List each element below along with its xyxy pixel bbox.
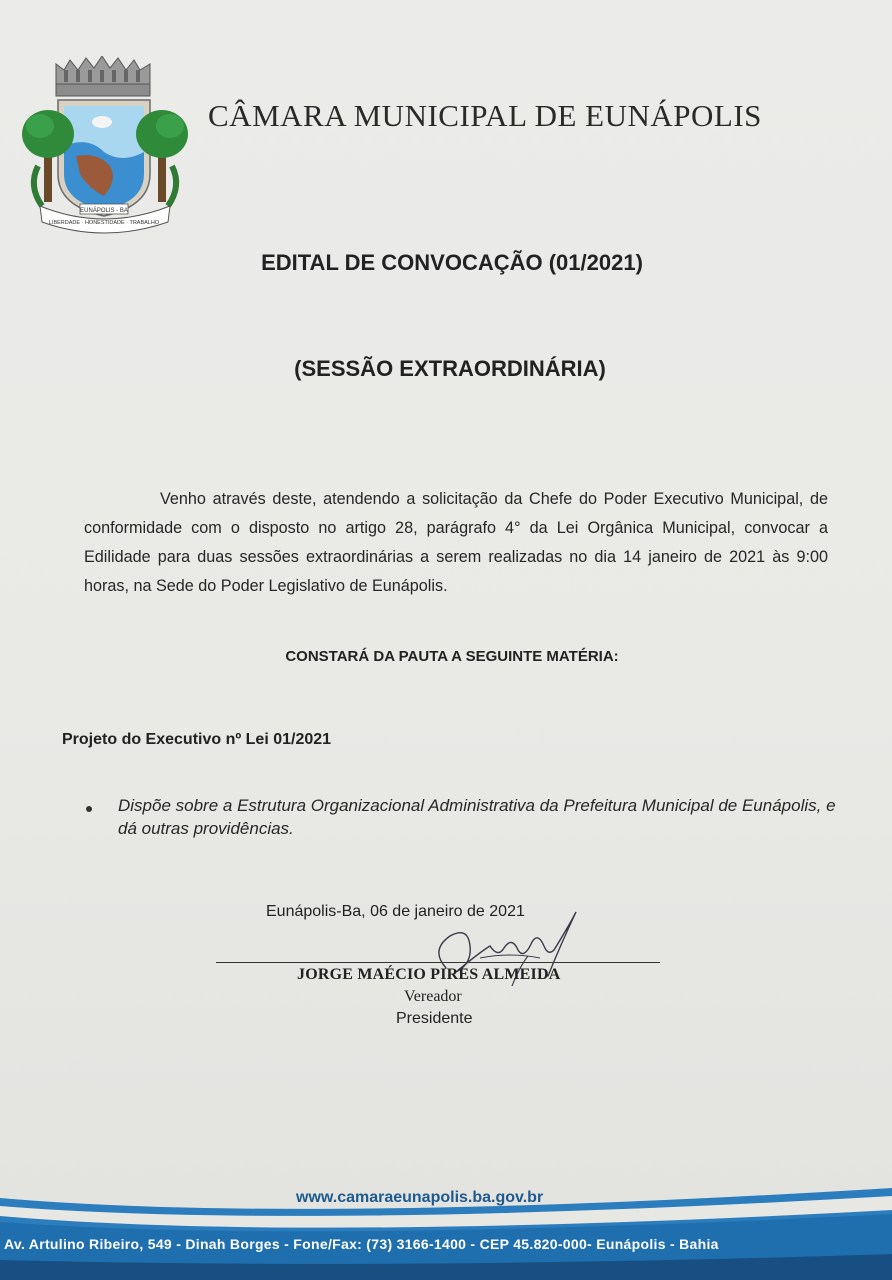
footer-band <box>0 1170 892 1280</box>
agenda-item-text: Dispõe sobre a Estrutura Organizacional Administrativa da Prefeitura Municipal de Eunápolis, e dá outras providências. <box>118 796 836 838</box>
convocation-paragraph: Venho através deste, atendendo a solicitação da Chefe do Poder Executivo Municipal, de conformidade com o disposto no artigo 28, parágrafo 4° da Lei Orgânica Municipal, convocar a Edilidade para duas sessões extraordinárias a serem realizadas no dia 14 janeiro de 2021 às 9:00 horas, na Sede do Poder Legislativo de Eunápolis. <box>84 490 828 595</box>
date-line: Eunápolis-Ba, 06 de janeiro de 2021 <box>266 903 525 920</box>
document-title: EDITAL DE CONVOCAÇÃO (01/2021) <box>261 250 643 275</box>
bullet-icon <box>86 806 92 812</box>
chamber-name: CÂMARA MUNICIPAL DE EUNÁPOLIS <box>208 98 762 133</box>
signer-name: JORGE MAÉCIO PIRES ALMEIDA <box>297 966 561 983</box>
logo-ribbon-text: EUNÁPOLIS - BA <box>80 208 128 214</box>
signer-title: Presidente <box>396 1010 473 1027</box>
agenda-heading: CONSTARÁ DA PAUTA A SEGUINTE MATÉRIA: <box>285 648 619 665</box>
signer-role: Vereador <box>404 988 462 1005</box>
footer-address: Av. Artulino Ribeiro, 549 - Dinah Borges - Fone/Fax: (73) 3166-1400 - CEP 45.820-000- Eunápolis - Bahia <box>4 1236 719 1252</box>
project-title: Projeto do Executivo nº Lei 01/2021 <box>62 731 332 748</box>
municipal-coat-of-arms-icon <box>18 56 192 242</box>
convocation-body <box>84 485 828 601</box>
footer-website-link[interactable]: www.camaraeunapolis.ba.gov.br <box>296 1189 544 1206</box>
logo-motto: LIBERDADE · HONESTIDADE · TRABALHO <box>48 220 160 226</box>
document-subtitle: (SESSÃO EXTRAORDINÁRIA) <box>294 356 606 381</box>
